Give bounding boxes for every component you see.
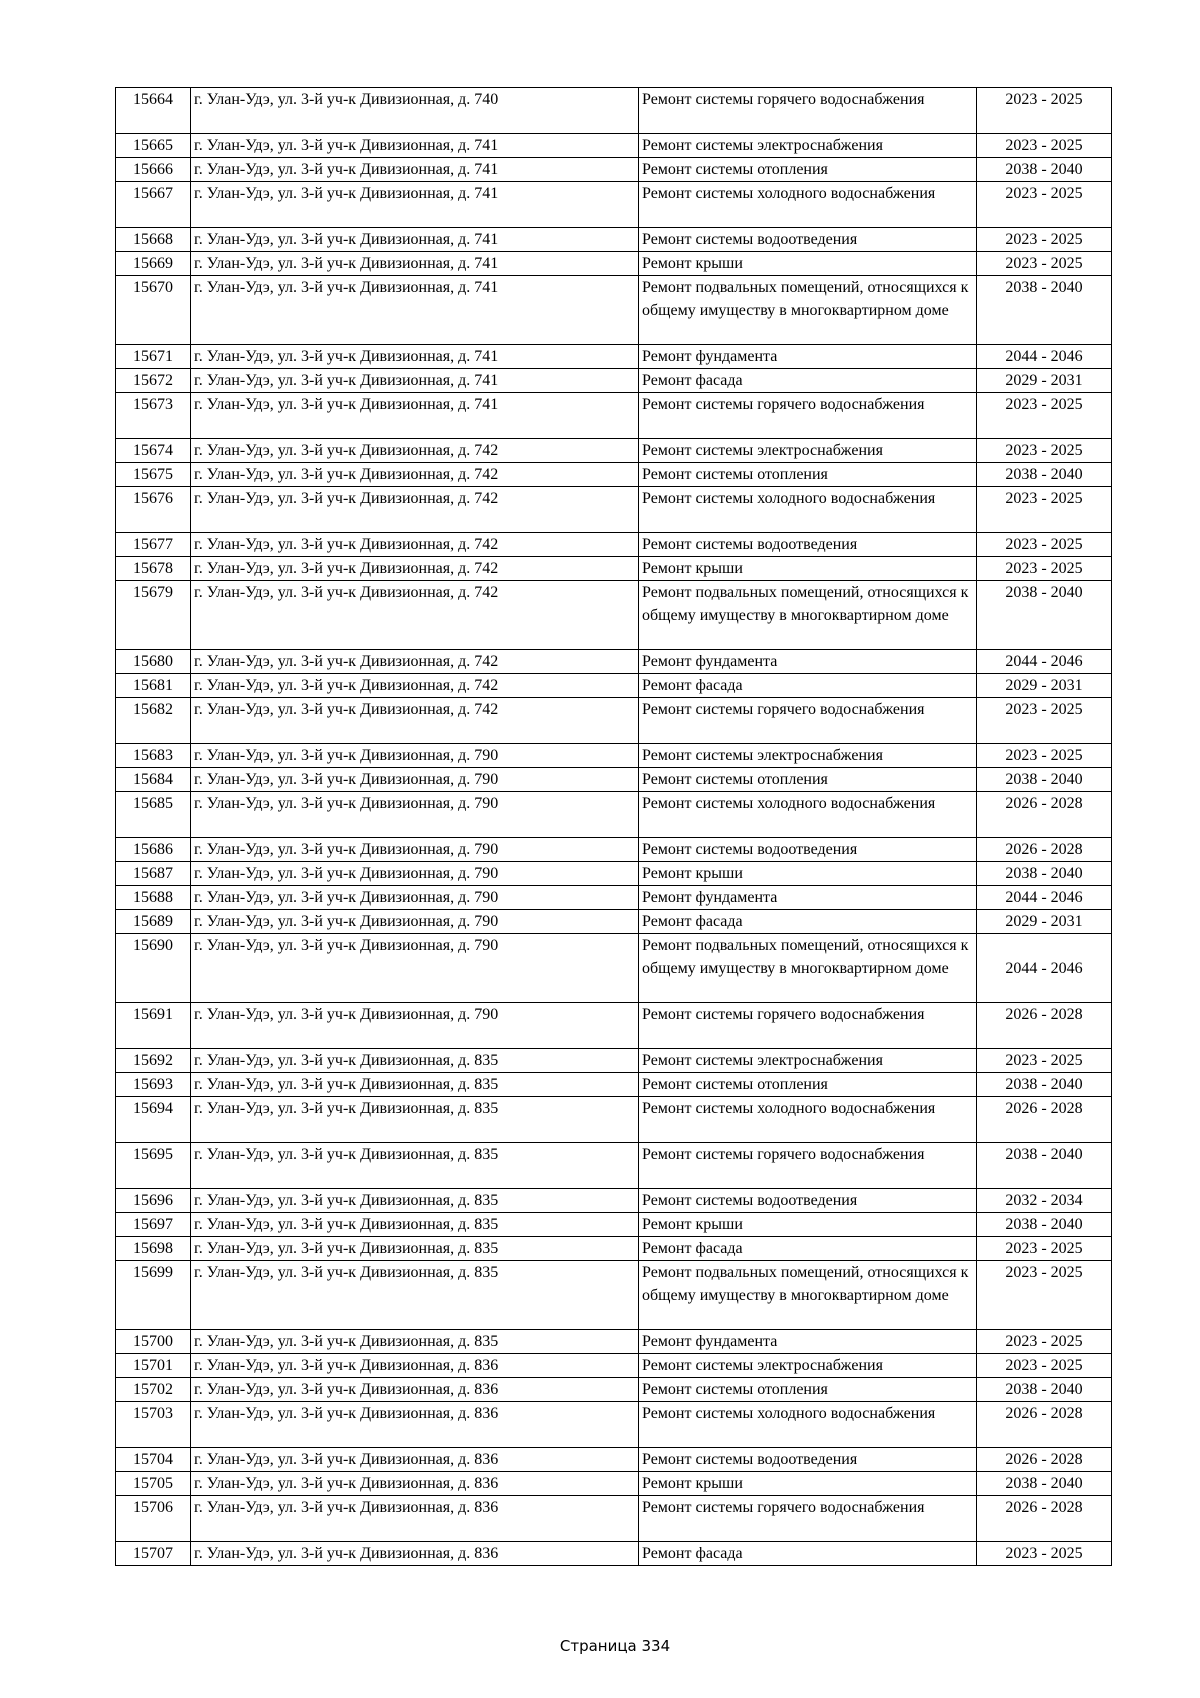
cell-number: 15685 xyxy=(116,792,191,838)
table-row xyxy=(116,228,1112,252)
table-row xyxy=(116,276,1112,345)
cell-period: 2044 - 2046 xyxy=(977,650,1112,674)
cell-work-type: Ремонт системы водоотведения xyxy=(639,533,977,557)
table-row xyxy=(116,862,1112,886)
cell-period: 2023 - 2025 xyxy=(977,1049,1112,1073)
cell-number: 15688 xyxy=(116,886,191,910)
cell-number: 15707 xyxy=(116,1542,191,1566)
cell-address: г. Улан-Удэ, ул. 3-й уч-к Дивизионная, д. 835 xyxy=(191,1143,639,1189)
cell-number: 15697 xyxy=(116,1213,191,1237)
cell-number: 15693 xyxy=(116,1073,191,1097)
cell-work-type: Ремонт системы холодного водоснабжения xyxy=(639,1402,977,1448)
cell-period: 2023 - 2025 xyxy=(977,439,1112,463)
table-row xyxy=(116,910,1112,934)
cell-period: 2026 - 2028 xyxy=(977,1496,1112,1542)
cell-period: 2023 - 2025 xyxy=(977,134,1112,158)
cell-work-type: Ремонт фундамента xyxy=(639,345,977,369)
cell-period: 2038 - 2040 xyxy=(977,1472,1112,1496)
cell-period: 2023 - 2025 xyxy=(977,557,1112,581)
table-row xyxy=(116,1378,1112,1402)
table-row xyxy=(116,88,1112,134)
cell-work-type: Ремонт системы отопления xyxy=(639,768,977,792)
cell-address: г. Улан-Удэ, ул. 3-й уч-к Дивизионная, д. 835 xyxy=(191,1189,639,1213)
cell-address: г. Улан-Удэ, ул. 3-й уч-к Дивизионная, д. 741 xyxy=(191,393,639,439)
cell-work-type: Ремонт системы электроснабжения xyxy=(639,439,977,463)
table-row xyxy=(116,252,1112,276)
table-row xyxy=(116,182,1112,228)
cell-work-type: Ремонт системы водоотведения xyxy=(639,228,977,252)
cell-address: г. Улан-Удэ, ул. 3-й уч-к Дивизионная, д. 790 xyxy=(191,792,639,838)
cell-work-type: Ремонт фасада xyxy=(639,369,977,393)
cell-work-type: Ремонт фасада xyxy=(639,674,977,698)
cell-work-type: Ремонт системы водоотведения xyxy=(639,1448,977,1472)
cell-number: 15664 xyxy=(116,88,191,134)
cell-work-type: Ремонт системы горячего водоснабжения xyxy=(639,1496,977,1542)
cell-work-type: Ремонт крыши xyxy=(639,557,977,581)
cell-work-type: Ремонт фасада xyxy=(639,1237,977,1261)
table-row xyxy=(116,650,1112,674)
cell-address: г. Улан-Удэ, ул. 3-й уч-к Дивизионная, д. 742 xyxy=(191,439,639,463)
cell-address: г. Улан-Удэ, ул. 3-й уч-к Дивизионная, д. 742 xyxy=(191,650,639,674)
cell-number: 15677 xyxy=(116,533,191,557)
table-row xyxy=(116,1330,1112,1354)
cell-work-type: Ремонт крыши xyxy=(639,1472,977,1496)
cell-number: 15673 xyxy=(116,393,191,439)
cell-number: 15681 xyxy=(116,674,191,698)
cell-address: г. Улан-Удэ, ул. 3-й уч-к Дивизионная, д. 790 xyxy=(191,910,639,934)
cell-number: 15705 xyxy=(116,1472,191,1496)
cell-address: г. Улан-Удэ, ул. 3-й уч-к Дивизионная, д. 835 xyxy=(191,1097,639,1143)
cell-address: г. Улан-Удэ, ул. 3-й уч-к Дивизионная, д. 741 xyxy=(191,228,639,252)
cell-number: 15669 xyxy=(116,252,191,276)
cell-period: 2038 - 2040 xyxy=(977,158,1112,182)
table-row xyxy=(116,1143,1112,1189)
cell-number: 15680 xyxy=(116,650,191,674)
cell-number: 15671 xyxy=(116,345,191,369)
table-row xyxy=(116,768,1112,792)
cell-period: 2038 - 2040 xyxy=(977,1213,1112,1237)
cell-work-type: Ремонт системы горячего водоснабжения xyxy=(639,1003,977,1049)
table-row xyxy=(116,1496,1112,1542)
cell-period: 2044 - 2046 xyxy=(977,345,1112,369)
table-row xyxy=(116,1542,1112,1566)
table-row xyxy=(116,345,1112,369)
table-row xyxy=(116,463,1112,487)
cell-address: г. Улан-Удэ, ул. 3-й уч-к Дивизионная, д. 741 xyxy=(191,369,639,393)
cell-work-type: Ремонт системы водоотведения xyxy=(639,838,977,862)
cell-number: 15668 xyxy=(116,228,191,252)
cell-number: 15694 xyxy=(116,1097,191,1143)
cell-address: г. Улан-Удэ, ул. 3-й уч-к Дивизионная, д. 790 xyxy=(191,744,639,768)
cell-number: 15666 xyxy=(116,158,191,182)
cell-address: г. Улан-Удэ, ул. 3-й уч-к Дивизионная, д. 741 xyxy=(191,252,639,276)
table-row xyxy=(116,744,1112,768)
cell-period: 2023 - 2025 xyxy=(977,1542,1112,1566)
cell-number: 15700 xyxy=(116,1330,191,1354)
table-row xyxy=(116,1189,1112,1213)
cell-period: 2038 - 2040 xyxy=(977,1378,1112,1402)
table-row xyxy=(116,158,1112,182)
cell-number: 15665 xyxy=(116,134,191,158)
cell-period: 2023 - 2025 xyxy=(977,228,1112,252)
cell-period: 2038 - 2040 xyxy=(977,1073,1112,1097)
cell-work-type: Ремонт системы электроснабжения xyxy=(639,1354,977,1378)
cell-work-type: Ремонт системы электроснабжения xyxy=(639,134,977,158)
cell-number: 15686 xyxy=(116,838,191,862)
cell-number: 15689 xyxy=(116,910,191,934)
cell-work-type: Ремонт системы отопления xyxy=(639,158,977,182)
cell-period: 2038 - 2040 xyxy=(977,463,1112,487)
table-row xyxy=(116,487,1112,533)
cell-period: 2032 - 2034 xyxy=(977,1189,1112,1213)
table-row xyxy=(116,1472,1112,1496)
cell-work-type: Ремонт подвальных помещений, относящихся к общему имуществу в многоквартирном доме xyxy=(639,276,977,345)
cell-work-type: Ремонт системы холодного водоснабжения xyxy=(639,487,977,533)
cell-work-type: Ремонт системы водоотведения xyxy=(639,1189,977,1213)
table-body xyxy=(116,88,1112,1566)
table-row xyxy=(116,674,1112,698)
cell-number: 15696 xyxy=(116,1189,191,1213)
cell-period: 2023 - 2025 xyxy=(977,1354,1112,1378)
cell-address: г. Улан-Удэ, ул. 3-й уч-к Дивизионная, д. 790 xyxy=(191,838,639,862)
page-number: Страница 334 xyxy=(559,1637,671,1655)
table-row xyxy=(116,1213,1112,1237)
cell-period: 2044 - 2046 xyxy=(977,886,1112,910)
cell-period: 2023 - 2025 xyxy=(977,533,1112,557)
cell-number: 15675 xyxy=(116,463,191,487)
cell-period: 2023 - 2025 xyxy=(977,744,1112,768)
cell-address: г. Улан-Удэ, ул. 3-й уч-к Дивизионная, д. 742 xyxy=(191,674,639,698)
cell-address: г. Улан-Удэ, ул. 3-й уч-к Дивизионная, д. 836 xyxy=(191,1402,639,1448)
cell-number: 15706 xyxy=(116,1496,191,1542)
cell-address: г. Улан-Удэ, ул. 3-й уч-к Дивизионная, д. 835 xyxy=(191,1261,639,1330)
cell-work-type: Ремонт системы горячего водоснабжения xyxy=(639,698,977,744)
table-row xyxy=(116,934,1112,1003)
cell-work-type: Ремонт подвальных помещений, относящихся к общему имуществу в многоквартирном доме xyxy=(639,581,977,650)
cell-work-type: Ремонт фасада xyxy=(639,910,977,934)
cell-period: 2026 - 2028 xyxy=(977,1402,1112,1448)
cell-number: 15683 xyxy=(116,744,191,768)
cell-address: г. Улан-Удэ, ул. 3-й уч-к Дивизионная, д. 836 xyxy=(191,1354,639,1378)
cell-number: 15678 xyxy=(116,557,191,581)
cell-number: 15701 xyxy=(116,1354,191,1378)
table-row xyxy=(116,1073,1112,1097)
table-row xyxy=(116,369,1112,393)
cell-address: г. Улан-Удэ, ул. 3-й уч-к Дивизионная, д. 790 xyxy=(191,862,639,886)
cell-work-type: Ремонт фундамента xyxy=(639,886,977,910)
cell-address: г. Улан-Удэ, ул. 3-й уч-к Дивизионная, д. 742 xyxy=(191,698,639,744)
cell-work-type: Ремонт системы горячего водоснабжения xyxy=(639,393,977,439)
cell-work-type: Ремонт фасада xyxy=(639,1542,977,1566)
cell-address: г. Улан-Удэ, ул. 3-й уч-к Дивизионная, д. 741 xyxy=(191,134,639,158)
cell-period: 2038 - 2040 xyxy=(977,581,1112,650)
cell-number: 15691 xyxy=(116,1003,191,1049)
cell-work-type: Ремонт системы электроснабжения xyxy=(639,1049,977,1073)
cell-work-type: Ремонт системы электроснабжения xyxy=(639,744,977,768)
cell-work-type: Ремонт системы холодного водоснабжения xyxy=(639,182,977,228)
table-row xyxy=(116,581,1112,650)
table-row xyxy=(116,886,1112,910)
cell-address: г. Улан-Удэ, ул. 3-й уч-к Дивизионная, д. 741 xyxy=(191,182,639,228)
cell-number: 15676 xyxy=(116,487,191,533)
cell-address: г. Улан-Удэ, ул. 3-й уч-к Дивизионная, д. 835 xyxy=(191,1049,639,1073)
cell-address: г. Улан-Удэ, ул. 3-й уч-к Дивизионная, д. 835 xyxy=(191,1073,639,1097)
cell-period: 2026 - 2028 xyxy=(977,838,1112,862)
cell-address: г. Улан-Удэ, ул. 3-й уч-к Дивизионная, д. 836 xyxy=(191,1542,639,1566)
cell-address: г. Улан-Удэ, ул. 3-й уч-к Дивизионная, д. 790 xyxy=(191,768,639,792)
cell-work-type: Ремонт фундамента xyxy=(639,1330,977,1354)
cell-period: 2023 - 2025 xyxy=(977,182,1112,228)
table-row xyxy=(116,1003,1112,1049)
cell-address: г. Улан-Удэ, ул. 3-й уч-к Дивизионная, д. 740 xyxy=(191,88,639,134)
cell-period: 2029 - 2031 xyxy=(977,674,1112,698)
cell-number: 15695 xyxy=(116,1143,191,1189)
cell-period: 2038 - 2040 xyxy=(977,276,1112,345)
table-row xyxy=(116,439,1112,463)
cell-address: г. Улан-Удэ, ул. 3-й уч-к Дивизионная, д. 835 xyxy=(191,1213,639,1237)
cell-period: 2044 - 2046 xyxy=(977,934,1112,1003)
cell-period: 2023 - 2025 xyxy=(977,1330,1112,1354)
cell-period: 2023 - 2025 xyxy=(977,1261,1112,1330)
table-row xyxy=(116,1402,1112,1448)
table-row xyxy=(116,698,1112,744)
cell-number: 15704 xyxy=(116,1448,191,1472)
table-row xyxy=(116,1237,1112,1261)
cell-address: г. Улан-Удэ, ул. 3-й уч-к Дивизионная, д. 836 xyxy=(191,1448,639,1472)
cell-address: г. Улан-Удэ, ул. 3-й уч-к Дивизионная, д. 790 xyxy=(191,886,639,910)
cell-address: г. Улан-Удэ, ул. 3-й уч-к Дивизионная, д. 790 xyxy=(191,1003,639,1049)
cell-work-type: Ремонт системы горячего водоснабжения xyxy=(639,1143,977,1189)
cell-work-type: Ремонт системы холодного водоснабжения xyxy=(639,1097,977,1143)
cell-address: г. Улан-Удэ, ул. 3-й уч-к Дивизионная, д. 741 xyxy=(191,158,639,182)
cell-work-type: Ремонт системы отопления xyxy=(639,1378,977,1402)
cell-number: 15672 xyxy=(116,369,191,393)
cell-number: 15692 xyxy=(116,1049,191,1073)
cell-number: 15687 xyxy=(116,862,191,886)
cell-work-type: Ремонт крыши xyxy=(639,1213,977,1237)
cell-period: 2038 - 2040 xyxy=(977,862,1112,886)
cell-number: 15690 xyxy=(116,934,191,1003)
cell-number: 15674 xyxy=(116,439,191,463)
cell-address: г. Улан-Удэ, ул. 3-й уч-к Дивизионная, д. 742 xyxy=(191,557,639,581)
cell-number: 15667 xyxy=(116,182,191,228)
cell-period: 2026 - 2028 xyxy=(977,1097,1112,1143)
table-row xyxy=(116,393,1112,439)
table-row xyxy=(116,557,1112,581)
table-row xyxy=(116,533,1112,557)
cell-number: 15682 xyxy=(116,698,191,744)
cell-number: 15670 xyxy=(116,276,191,345)
cell-period: 2023 - 2025 xyxy=(977,393,1112,439)
table-row xyxy=(116,1354,1112,1378)
repair-schedule-table xyxy=(115,87,1112,1566)
cell-work-type: Ремонт подвальных помещений, относящихся к общему имуществу в многоквартирном доме xyxy=(639,1261,977,1330)
cell-period: 2038 - 2040 xyxy=(977,768,1112,792)
cell-work-type: Ремонт подвальных помещений, относящихся к общему имуществу в многоквартирном доме xyxy=(639,934,977,1003)
table-row xyxy=(116,838,1112,862)
cell-work-type: Ремонт системы горячего водоснабжения xyxy=(639,88,977,134)
cell-number: 15699 xyxy=(116,1261,191,1330)
cell-period: 2029 - 2031 xyxy=(977,910,1112,934)
cell-number: 15698 xyxy=(116,1237,191,1261)
cell-address: г. Улан-Удэ, ул. 3-й уч-к Дивизионная, д. 741 xyxy=(191,345,639,369)
cell-period: 2023 - 2025 xyxy=(977,88,1112,134)
table-row xyxy=(116,792,1112,838)
cell-period: 2023 - 2025 xyxy=(977,1237,1112,1261)
cell-period: 2023 - 2025 xyxy=(977,698,1112,744)
cell-number: 15684 xyxy=(116,768,191,792)
cell-work-type: Ремонт системы отопления xyxy=(639,463,977,487)
table-row xyxy=(116,1448,1112,1472)
cell-address: г. Улан-Удэ, ул. 3-й уч-к Дивизионная, д. 836 xyxy=(191,1378,639,1402)
table-row xyxy=(116,1097,1112,1143)
cell-period: 2029 - 2031 xyxy=(977,369,1112,393)
cell-number: 15679 xyxy=(116,581,191,650)
cell-period: 2026 - 2028 xyxy=(977,792,1112,838)
cell-address: г. Улан-Удэ, ул. 3-й уч-к Дивизионная, д. 742 xyxy=(191,463,639,487)
table-row xyxy=(116,1049,1112,1073)
cell-work-type: Ремонт системы отопления xyxy=(639,1073,977,1097)
cell-work-type: Ремонт крыши xyxy=(639,862,977,886)
cell-address: г. Улан-Удэ, ул. 3-й уч-к Дивизионная, д. 742 xyxy=(191,581,639,650)
cell-period: 2038 - 2040 xyxy=(977,1143,1112,1189)
cell-address: г. Улан-Удэ, ул. 3-й уч-к Дивизионная, д. 835 xyxy=(191,1237,639,1261)
cell-address: г. Улан-Удэ, ул. 3-й уч-к Дивизионная, д. 742 xyxy=(191,487,639,533)
cell-period: 2023 - 2025 xyxy=(977,487,1112,533)
cell-number: 15703 xyxy=(116,1402,191,1448)
cell-number: 15702 xyxy=(116,1378,191,1402)
table-row xyxy=(116,1261,1112,1330)
cell-work-type: Ремонт фундамента xyxy=(639,650,977,674)
cell-address: г. Улан-Удэ, ул. 3-й уч-к Дивизионная, д. 835 xyxy=(191,1330,639,1354)
cell-work-type: Ремонт системы холодного водоснабжения xyxy=(639,792,977,838)
cell-period: 2023 - 2025 xyxy=(977,252,1112,276)
cell-period: 2026 - 2028 xyxy=(977,1448,1112,1472)
cell-address: г. Улан-Удэ, ул. 3-й уч-к Дивизионная, д. 790 xyxy=(191,934,639,1003)
cell-address: г. Улан-Удэ, ул. 3-й уч-к Дивизионная, д. 836 xyxy=(191,1472,639,1496)
cell-address: г. Улан-Удэ, ул. 3-й уч-к Дивизионная, д. 836 xyxy=(191,1496,639,1542)
table-row xyxy=(116,134,1112,158)
cell-address: г. Улан-Удэ, ул. 3-й уч-к Дивизионная, д. 741 xyxy=(191,276,639,345)
cell-address: г. Улан-Удэ, ул. 3-й уч-к Дивизионная, д. 742 xyxy=(191,533,639,557)
cell-work-type: Ремонт крыши xyxy=(639,252,977,276)
cell-period: 2026 - 2028 xyxy=(977,1003,1112,1049)
